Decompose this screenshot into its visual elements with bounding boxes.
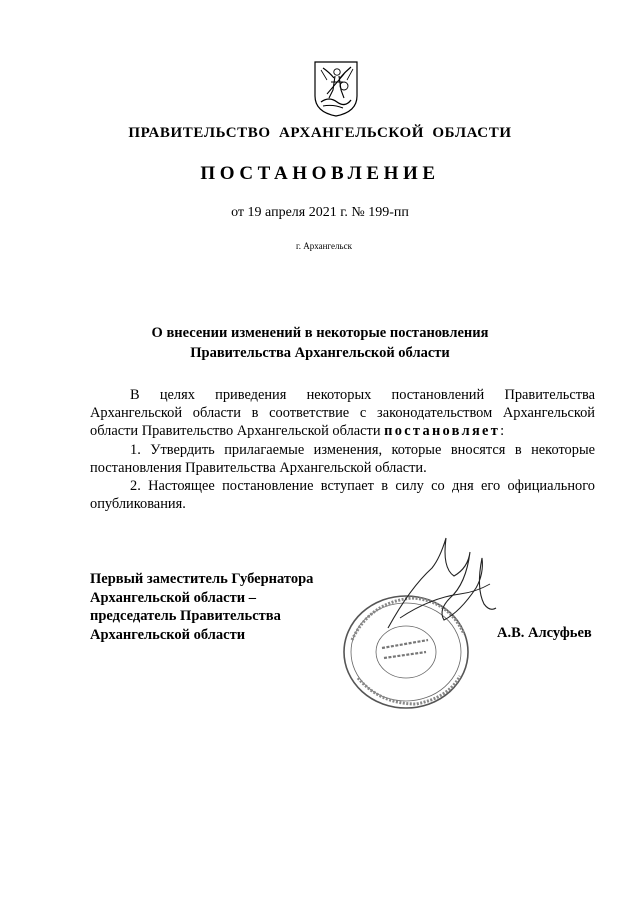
signer-name: А.В. Алсуфьев	[497, 625, 592, 641]
signer-title-line: председатель Правительства	[90, 608, 281, 624]
document-type: ПОСТАНОВЛЕНИЕ	[200, 163, 440, 184]
organization-name: ПРАВИТЕЛЬСТВО АРХАНГЕЛЬСКОЙ ОБЛАСТИ	[128, 125, 512, 141]
intro-paragraph	[90, 386, 595, 441]
item-2-paragraph: 2. Настоящее постановление вступает в силу со дня его официального опубликования.	[90, 478, 595, 513]
signer-title-line: Архангельской области	[90, 626, 246, 643]
signer-title	[90, 570, 350, 644]
document-subject	[100, 323, 540, 363]
signer-title-line: Первый заместитель Губернатора	[90, 571, 314, 587]
decree-colon: :	[500, 423, 505, 440]
signer-title-line: Архангельской области –	[90, 589, 256, 606]
intro-text: В целях приведения некоторых постановлений Правительства Архангельской области в соответствие с законодательством Архангельской области Правительство Архангельской области	[90, 387, 595, 440]
decree-word: постановляет	[384, 423, 501, 440]
subject-line-1: О внесении изменений в некоторые постановления	[151, 325, 489, 341]
item-1-paragraph: 1. Утвердить прилагаемые изменения, которые вносятся в некоторые постановления Правительства Архангельской области.	[90, 441, 595, 476]
handwritten-signature-icon	[380, 528, 500, 638]
subject-line-2: Правительства Архангельской области	[190, 345, 450, 361]
document-body	[90, 386, 595, 513]
document-date-number: от 19 апреля 2021 г. № 199-пп	[231, 205, 409, 220]
arkhangelsk-coat-of-arms-icon	[313, 60, 359, 118]
document-city: г. Архангельск	[296, 241, 352, 251]
